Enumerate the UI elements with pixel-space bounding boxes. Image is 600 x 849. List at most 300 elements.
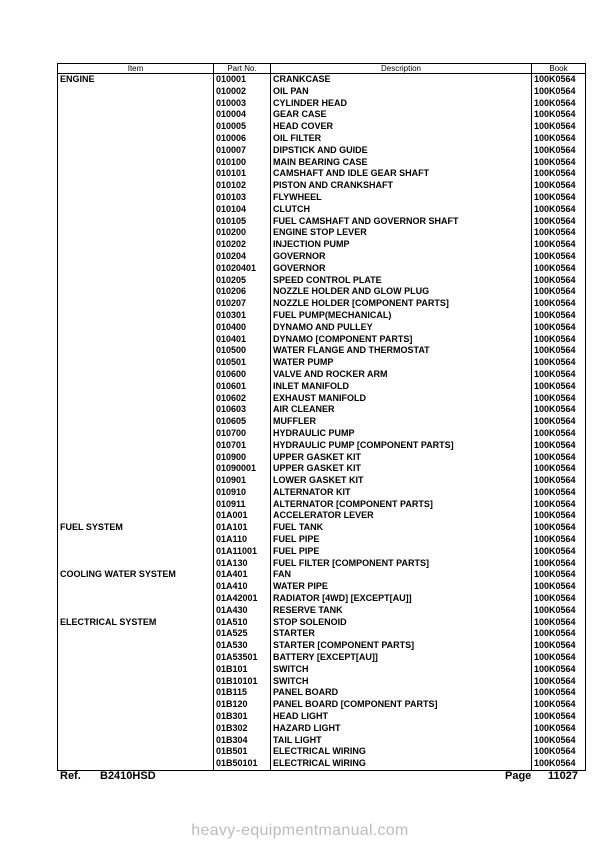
row-item-cell — [58, 275, 214, 287]
row-book-cell: 100K0564 — [532, 109, 586, 121]
row-item-cell — [58, 628, 214, 640]
row-book-cell: 100K0564 — [532, 452, 586, 464]
table-row — [58, 735, 586, 747]
table-row — [58, 605, 586, 617]
row-part-no-cell: 010104 — [214, 204, 271, 216]
row-book-cell: 100K0564 — [532, 546, 586, 558]
parts-index-table — [57, 63, 586, 771]
row-book-cell: 100K0564 — [532, 416, 586, 428]
ref-value: B2410HSD — [100, 770, 156, 782]
row-description-cell: RADIATOR [4WD] [EXCEPT[AU]] — [271, 593, 532, 605]
row-description-cell: FUEL TANK — [271, 522, 532, 534]
table-row — [58, 499, 586, 511]
row-description-cell: VALVE AND ROCKER ARM — [271, 369, 532, 381]
row-item-cell — [58, 404, 214, 416]
row-book-cell: 100K0564 — [532, 145, 586, 157]
table-row — [58, 133, 586, 145]
watermark: heavy-equipmentmanual.com — [191, 822, 409, 839]
row-description-cell: EXHAUST MANIFOLD — [271, 393, 532, 405]
row-part-no-cell: 010910 — [214, 487, 271, 499]
row-part-no-cell: 010701 — [214, 440, 271, 452]
table-row — [58, 251, 586, 263]
row-description-cell: ALTERNATOR [COMPONENT PARTS] — [271, 499, 532, 511]
table-row — [58, 416, 586, 428]
row-book-cell: 100K0564 — [532, 640, 586, 652]
row-book-cell: 100K0564 — [532, 322, 586, 334]
row-item-cell — [58, 168, 214, 180]
row-part-no-cell: 01A430 — [214, 605, 271, 617]
table-row — [58, 652, 586, 664]
table-row — [58, 239, 586, 251]
row-item-cell — [58, 735, 214, 747]
row-part-no-cell: 010501 — [214, 357, 271, 369]
row-description-cell: FUEL FILTER [COMPONENT PARTS] — [271, 558, 532, 570]
row-book-cell: 100K0564 — [532, 404, 586, 416]
table-row — [58, 227, 586, 239]
row-part-no-cell: 010003 — [214, 98, 271, 110]
parts-index-sheet — [57, 63, 585, 771]
table-row — [58, 463, 586, 475]
row-part-no-cell: 010007 — [214, 145, 271, 157]
row-item-cell — [58, 676, 214, 688]
row-part-no-cell: 01A410 — [214, 581, 271, 593]
row-part-no-cell: 01B101 — [214, 664, 271, 676]
row-part-no-cell: 010200 — [214, 227, 271, 239]
row-book-cell: 100K0564 — [532, 168, 586, 180]
row-part-no-cell: 01B302 — [214, 723, 271, 735]
row-item-cell — [58, 475, 214, 487]
row-item-cell — [58, 393, 214, 405]
row-part-no-cell: 01A401 — [214, 569, 271, 581]
table-row — [58, 322, 586, 334]
table-row — [58, 440, 586, 452]
row-book-cell: 100K0564 — [532, 204, 586, 216]
row-part-no-cell: 01A101 — [214, 522, 271, 534]
row-part-no-cell: 010105 — [214, 216, 271, 228]
row-book-cell: 100K0564 — [532, 334, 586, 346]
table-row — [58, 86, 586, 98]
row-description-cell: RESERVE TANK — [271, 605, 532, 617]
row-description-cell: TAIL LIGHT — [271, 735, 532, 747]
row-book-cell: 100K0564 — [532, 499, 586, 511]
table-row — [58, 664, 586, 676]
row-book-cell: 100K0564 — [532, 239, 586, 251]
row-description-cell: DIPSTICK AND GUIDE — [271, 145, 532, 157]
row-book-cell: 100K0564 — [532, 157, 586, 169]
row-description-cell: FUEL CAMSHAFT AND GOVERNOR SHAFT — [271, 216, 532, 228]
row-item-cell — [58, 216, 214, 228]
row-part-no-cell: 010006 — [214, 133, 271, 145]
row-book-cell: 100K0564 — [532, 475, 586, 487]
table-row — [58, 687, 586, 699]
row-book-cell: 100K0564 — [532, 699, 586, 711]
row-description-cell: WATER FLANGE AND THERMOSTAT — [271, 345, 532, 357]
row-part-no-cell: 010101 — [214, 168, 271, 180]
row-part-no-cell: 010911 — [214, 499, 271, 511]
row-description-cell: CRANKCASE — [271, 74, 532, 86]
table-row — [58, 711, 586, 723]
row-description-cell: UPPER GASKET KIT — [271, 452, 532, 464]
row-item-cell — [58, 652, 214, 664]
row-book-cell: 100K0564 — [532, 558, 586, 570]
row-item-cell — [58, 664, 214, 676]
row-book-cell: 100K0564 — [532, 393, 586, 405]
row-book-cell: 100K0564 — [532, 711, 586, 723]
row-part-no-cell: 010207 — [214, 298, 271, 310]
row-description-cell: FLYWHEEL — [271, 192, 532, 204]
row-item-cell — [58, 640, 214, 652]
row-item-cell — [58, 98, 214, 110]
row-part-no-cell: 010206 — [214, 286, 271, 298]
table-row — [58, 216, 586, 228]
row-item-cell — [58, 251, 214, 263]
row-item-cell — [58, 298, 214, 310]
table-row — [58, 640, 586, 652]
table-row — [58, 310, 586, 322]
row-book-cell: 100K0564 — [532, 463, 586, 475]
row-part-no-cell: 01B50101 — [214, 758, 271, 770]
row-description-cell: HYDRAULIC PUMP — [271, 428, 532, 440]
row-description-cell: MAIN BEARING CASE — [271, 157, 532, 169]
row-part-no-cell: 01A53501 — [214, 652, 271, 664]
table-row — [58, 345, 586, 357]
row-description-cell: FAN — [271, 569, 532, 581]
row-description-cell: INJECTION PUMP — [271, 239, 532, 251]
row-book-cell: 100K0564 — [532, 652, 586, 664]
row-description-cell: NOZZLE HOLDER AND GLOW PLUG — [271, 286, 532, 298]
row-book-cell: 100K0564 — [532, 357, 586, 369]
row-book-cell: 100K0564 — [532, 286, 586, 298]
column-header-part-no: Part No. — [214, 64, 271, 74]
row-item-cell: COOLING WATER SYSTEM — [58, 569, 214, 581]
row-book-cell: 100K0564 — [532, 369, 586, 381]
table-row — [58, 628, 586, 640]
row-item-cell — [58, 758, 214, 770]
row-item-cell — [58, 711, 214, 723]
row-item-cell — [58, 558, 214, 570]
table-row — [58, 393, 586, 405]
row-description-cell: GOVERNOR — [271, 251, 532, 263]
row-description-cell: GEAR CASE — [271, 109, 532, 121]
row-item-cell — [58, 286, 214, 298]
table-row — [58, 522, 586, 534]
row-description-cell: WATER PIPE — [271, 581, 532, 593]
row-description-cell: HEAD LIGHT — [271, 711, 532, 723]
table-row — [58, 569, 586, 581]
page-label: Page — [505, 770, 532, 782]
row-part-no-cell: 01B304 — [214, 735, 271, 747]
row-part-no-cell: 010202 — [214, 239, 271, 251]
row-description-cell: MUFFLER — [271, 416, 532, 428]
column-header-item: Item — [58, 64, 214, 74]
row-description-cell: PANEL BOARD — [271, 687, 532, 699]
table-row — [58, 180, 586, 192]
table-row — [58, 192, 586, 204]
row-part-no-cell: 010603 — [214, 404, 271, 416]
row-book-cell: 100K0564 — [532, 510, 586, 522]
row-book-cell: 100K0564 — [532, 275, 586, 287]
row-part-no-cell: 01B115 — [214, 687, 271, 699]
row-part-no-cell: 010602 — [214, 393, 271, 405]
table-row — [58, 121, 586, 133]
row-book-cell: 100K0564 — [532, 381, 586, 393]
row-description-cell: CLUTCH — [271, 204, 532, 216]
table-row — [58, 723, 586, 735]
row-item-cell — [58, 687, 214, 699]
row-item-cell — [58, 192, 214, 204]
table-row — [58, 298, 586, 310]
row-book-cell: 100K0564 — [532, 298, 586, 310]
row-item-cell — [58, 204, 214, 216]
row-book-cell: 100K0564 — [532, 440, 586, 452]
row-part-no-cell: 010605 — [214, 416, 271, 428]
table-row — [58, 475, 586, 487]
row-description-cell: PANEL BOARD [COMPONENT PARTS] — [271, 699, 532, 711]
table-row — [58, 428, 586, 440]
row-description-cell: OIL PAN — [271, 86, 532, 98]
row-description-cell: DYNAMO AND PULLEY — [271, 322, 532, 334]
row-description-cell: FUEL PIPE — [271, 534, 532, 546]
table-row — [58, 581, 586, 593]
row-description-cell: FUEL PUMP(MECHANICAL) — [271, 310, 532, 322]
table-row — [58, 699, 586, 711]
row-part-no-cell: 010401 — [214, 334, 271, 346]
row-description-cell: LOWER GASKET KIT — [271, 475, 532, 487]
row-description-cell: BATTERY [EXCEPT[AU]] — [271, 652, 532, 664]
table-row — [58, 546, 586, 558]
row-part-no-cell: 01B120 — [214, 699, 271, 711]
table-row — [58, 286, 586, 298]
row-part-no-cell: 010100 — [214, 157, 271, 169]
row-part-no-cell: 010901 — [214, 475, 271, 487]
row-book-cell: 100K0564 — [532, 569, 586, 581]
row-item-cell — [58, 145, 214, 157]
row-part-no-cell: 01A42001 — [214, 593, 271, 605]
row-part-no-cell: 010600 — [214, 369, 271, 381]
row-part-no-cell: 010205 — [214, 275, 271, 287]
row-book-cell: 100K0564 — [532, 605, 586, 617]
row-part-no-cell: 010900 — [214, 452, 271, 464]
row-book-cell: 100K0564 — [532, 98, 586, 110]
row-item-cell — [58, 133, 214, 145]
table-row — [58, 357, 586, 369]
row-book-cell: 100K0564 — [532, 133, 586, 145]
table-row — [58, 510, 586, 522]
table-row — [58, 452, 586, 464]
table-row — [58, 487, 586, 499]
row-part-no-cell: 010301 — [214, 310, 271, 322]
row-description-cell: OIL FILTER — [271, 133, 532, 145]
row-item-cell — [58, 452, 214, 464]
table-row — [58, 758, 586, 770]
table-row — [58, 74, 586, 86]
row-description-cell: AIR CLEANER — [271, 404, 532, 416]
row-book-cell: 100K0564 — [532, 664, 586, 676]
row-description-cell: UPPER GASKET KIT — [271, 463, 532, 475]
row-item-cell — [58, 487, 214, 499]
row-part-no-cell: 01A130 — [214, 558, 271, 570]
table-row — [58, 204, 586, 216]
row-item-cell — [58, 263, 214, 275]
row-item-cell — [58, 440, 214, 452]
row-part-no-cell: 010601 — [214, 381, 271, 393]
ref-label: Ref. — [60, 770, 81, 782]
row-part-no-cell: 010002 — [214, 86, 271, 98]
row-book-cell: 100K0564 — [532, 487, 586, 499]
row-item-cell — [58, 593, 214, 605]
row-item-cell — [58, 121, 214, 133]
table-row — [58, 593, 586, 605]
row-item-cell — [58, 534, 214, 546]
row-part-no-cell: 01A525 — [214, 628, 271, 640]
row-description-cell: ELECTRICAL WIRING — [271, 746, 532, 758]
row-part-no-cell: 01A001 — [214, 510, 271, 522]
row-description-cell: NOZZLE HOLDER [COMPONENT PARTS] — [271, 298, 532, 310]
table-row — [58, 746, 586, 758]
row-description-cell: WATER PUMP — [271, 357, 532, 369]
table-row — [58, 334, 586, 346]
row-description-cell: INLET MANIFOLD — [271, 381, 532, 393]
row-book-cell: 100K0564 — [532, 687, 586, 699]
row-item-cell — [58, 357, 214, 369]
row-description-cell: HEAD COVER — [271, 121, 532, 133]
row-book-cell: 100K0564 — [532, 428, 586, 440]
row-description-cell: FUEL PIPE — [271, 546, 532, 558]
row-part-no-cell: 010005 — [214, 121, 271, 133]
row-description-cell: HYDRAULIC PUMP [COMPONENT PARTS] — [271, 440, 532, 452]
row-book-cell: 100K0564 — [532, 180, 586, 192]
table-row — [58, 168, 586, 180]
row-part-no-cell: 010001 — [214, 74, 271, 86]
row-item-cell — [58, 581, 214, 593]
row-item-cell — [58, 499, 214, 511]
table-row — [58, 275, 586, 287]
row-item-cell — [58, 746, 214, 758]
table-row — [58, 617, 586, 629]
row-book-cell: 100K0564 — [532, 121, 586, 133]
row-book-cell: 100K0564 — [532, 345, 586, 357]
row-description-cell: GOVERNOR — [271, 263, 532, 275]
row-item-cell — [58, 310, 214, 322]
row-part-no-cell: 01B501 — [214, 746, 271, 758]
table-row — [58, 369, 586, 381]
row-description-cell: SWITCH — [271, 676, 532, 688]
row-item-cell: ELECTRICAL SYSTEM — [58, 617, 214, 629]
row-book-cell: 100K0564 — [532, 227, 586, 239]
row-part-no-cell: 010500 — [214, 345, 271, 357]
row-description-cell: STARTER [COMPONENT PARTS] — [271, 640, 532, 652]
column-header-book: Book — [532, 64, 586, 74]
row-book-cell: 100K0564 — [532, 628, 586, 640]
row-book-cell: 100K0564 — [532, 86, 586, 98]
row-description-cell: SPEED CONTROL PLATE — [271, 275, 532, 287]
row-item-cell — [58, 157, 214, 169]
row-item-cell — [58, 723, 214, 735]
row-item-cell — [58, 227, 214, 239]
row-part-no-cell: 010400 — [214, 322, 271, 334]
row-book-cell: 100K0564 — [532, 735, 586, 747]
row-description-cell: ALTERNATOR KIT — [271, 487, 532, 499]
row-item-cell — [58, 345, 214, 357]
row-part-no-cell: 01A11001 — [214, 546, 271, 558]
row-book-cell: 100K0564 — [532, 676, 586, 688]
row-item-cell — [58, 86, 214, 98]
row-book-cell: 100K0564 — [532, 593, 586, 605]
row-item-cell — [58, 109, 214, 121]
row-book-cell: 100K0564 — [532, 617, 586, 629]
row-part-no-cell: 010103 — [214, 192, 271, 204]
table-body — [58, 74, 586, 771]
row-item-cell — [58, 334, 214, 346]
row-description-cell: ELECTRICAL WIRING — [271, 758, 532, 770]
column-header-description: Description — [271, 64, 532, 74]
row-part-no-cell: 010700 — [214, 428, 271, 440]
row-book-cell: 100K0564 — [532, 581, 586, 593]
table-row — [58, 404, 586, 416]
row-item-cell — [58, 510, 214, 522]
row-item-cell — [58, 239, 214, 251]
row-item-cell — [58, 369, 214, 381]
table-row — [58, 534, 586, 546]
row-part-no-cell: 01090001 — [214, 463, 271, 475]
row-book-cell: 100K0564 — [532, 216, 586, 228]
row-book-cell: 100K0564 — [532, 251, 586, 263]
row-description-cell: ENGINE STOP LEVER — [271, 227, 532, 239]
row-item-cell: FUEL SYSTEM — [58, 522, 214, 534]
row-book-cell: 100K0564 — [532, 310, 586, 322]
row-part-no-cell: 01A530 — [214, 640, 271, 652]
row-book-cell: 100K0564 — [532, 534, 586, 546]
row-item-cell — [58, 322, 214, 334]
row-book-cell: 100K0564 — [532, 74, 586, 86]
row-description-cell: ACCELERATOR LEVER — [271, 510, 532, 522]
row-book-cell: 100K0564 — [532, 758, 586, 770]
row-item-cell — [58, 605, 214, 617]
row-description-cell: CAMSHAFT AND IDLE GEAR SHAFT — [271, 168, 532, 180]
row-description-cell: PISTON AND CRANKSHAFT — [271, 180, 532, 192]
row-part-no-cell: 01B301 — [214, 711, 271, 723]
row-item-cell — [58, 416, 214, 428]
row-book-cell: 100K0564 — [532, 746, 586, 758]
row-description-cell: SWITCH — [271, 664, 532, 676]
table-row — [58, 263, 586, 275]
row-description-cell: STOP SOLENOID — [271, 617, 532, 629]
row-part-no-cell: 01020401 — [214, 263, 271, 275]
table-header-row — [58, 64, 586, 74]
table-row — [58, 109, 586, 121]
row-item-cell — [58, 381, 214, 393]
row-book-cell: 100K0564 — [532, 263, 586, 275]
row-item-cell — [58, 428, 214, 440]
row-book-cell: 100K0564 — [532, 522, 586, 534]
row-description-cell: DYNAMO [COMPONENT PARTS] — [271, 334, 532, 346]
table-row — [58, 98, 586, 110]
row-item-cell: ENGINE — [58, 74, 214, 86]
table-row — [58, 145, 586, 157]
row-item-cell — [58, 180, 214, 192]
row-item-cell — [58, 546, 214, 558]
row-book-cell: 100K0564 — [532, 723, 586, 735]
row-part-no-cell: 010204 — [214, 251, 271, 263]
row-part-no-cell: 01B10101 — [214, 676, 271, 688]
row-part-no-cell: 01A510 — [214, 617, 271, 629]
page-number: 11027 — [548, 770, 578, 782]
table-row — [58, 676, 586, 688]
row-description-cell: CYLINDER HEAD — [271, 98, 532, 110]
table-row — [58, 558, 586, 570]
table-row — [58, 157, 586, 169]
row-part-no-cell: 01A110 — [214, 534, 271, 546]
